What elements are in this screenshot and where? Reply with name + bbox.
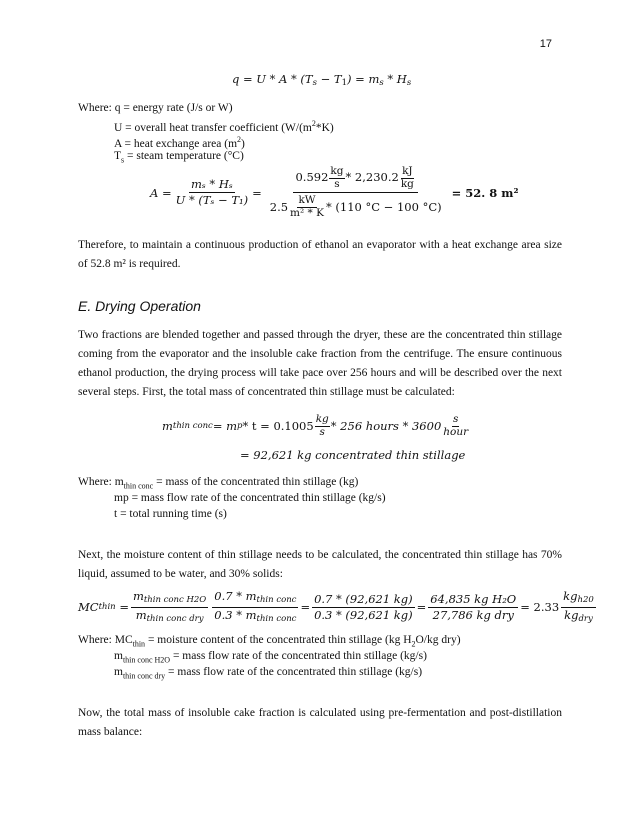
where-m-h2o: $m_{thin conc H2O}$ = mass flow rate of the concentrated thin stillage (kg/s) bbox=[114, 650, 427, 665]
where-a: A = heat exchange area $(m^2)$ bbox=[114, 135, 245, 150]
area-result: = 52. 8 m² bbox=[451, 185, 519, 200]
where-t: t = total running time (s) bbox=[114, 508, 227, 520]
where-mc-thin: Where: $MC_{thin}$ = moisture content of the concentrated thin stillage (kg $H_2O/kg$ dry) bbox=[78, 634, 461, 649]
thin-stillage-mass-result: = 92,621 kg concentrated thin stillage bbox=[240, 448, 466, 462]
energy-rate-equation: q = U * A * (Ts − T1) = ms * Hs bbox=[232, 72, 412, 88]
where-m-thin-conc: Where: $m_{thin conc}$ = mass of the concentrated thin stillage (kg) bbox=[78, 476, 359, 491]
where-m-dry: $m_{thin conc dry}$ = mass flow rate of the concentrated thin stillage (kg/s) bbox=[114, 666, 423, 681]
area-fraction-numeric: 0.592 $\frac{kg}{s}$ * 2,230.2 $\frac{kJ}{kg}$ 2.5 $\frac{kW}{\text{m² * K}}$ * (110 °C − 100 °C) bbox=[269, 165, 442, 219]
page-number: 17 bbox=[539, 38, 552, 50]
where-ts: $T_s$ = steam temperature (°C) bbox=[114, 150, 244, 165]
thin-stillage-mass-equation: m thin conc = m p * t = 0.1005 $\frac{kg}{s}$ * 256 hours * 3600 $\frac{s}{\text{hour}}$ bbox=[162, 413, 469, 438]
where-q: Where: q = energy rate (J/s or W) bbox=[78, 102, 233, 114]
moisture-paragraph: Next, the moisture content of thin stillage needs to be calculated, the concentrated thin stillage has 70% liquid, assumed to be water, and 30% solids: bbox=[78, 549, 562, 580]
area-equation: A = $\frac{\text{mₛ * Hₛ}}{\text{U * (Tₛ − T₁)}}$ = 0.592 $\frac{kg}{s}$ * 2,230.2 $\frac{kJ}{kg}$ 2.5 $\frac{kW}{\text{m² * K}}$ * (110 °C − 100 °C) = 52. 8 m² bbox=[150, 165, 519, 219]
section-heading: E. Drying Operation bbox=[78, 298, 201, 314]
area-fraction-symbolic: $\frac{\text{mₛ * Hₛ}}{\text{U * (Tₛ − T₁)}}$ bbox=[175, 176, 249, 208]
moisture-content-equation: MC thin = $\frac{\text{mthin conc H2O}}{\text{mthin conc dry}}$ $\frac{\text{0.7 * mthin conc}}{\text{0.3 * mthin conc}}$ = $\frac{0.7 * (92,621 kg)}{0.3 * (92,621 kg)}$ = $\frac{\text{64,835 kg H₂O}}{\text{27,786 kg dry}}$ = 2.33 $\frac{\text{kgh20}}{\text{kgdry}}$ bbox=[78, 589, 594, 624]
therefore-paragraph: Therefore, to maintain a continuous production of ethanol an evaporator with a heat exchange area size of 52.8 m² is required. bbox=[78, 239, 562, 270]
where-u: U = overall heat transfer coefficient ($W/(m^2*K)$ bbox=[114, 119, 334, 134]
drying-intro-paragraph: Two fractions are blended together and passed through the dryer, these are the concentrated thin stillage coming from the evaporator and the insoluble cake fraction from the centrifuge. The ensure continuous ethanol production, the drying process will take pace over 256 hours and will be described over the next several steps. First, the total mass of concentrated thin stillage must be calculated: bbox=[78, 329, 562, 398]
cake-fraction-paragraph: Now, the total mass of insoluble cake fraction is calculated using pre-fermentation and post-distillation mass balance: bbox=[78, 707, 562, 738]
where-mp: mp = mass flow rate of the concentrated thin stillage (kg/s) bbox=[114, 492, 386, 504]
